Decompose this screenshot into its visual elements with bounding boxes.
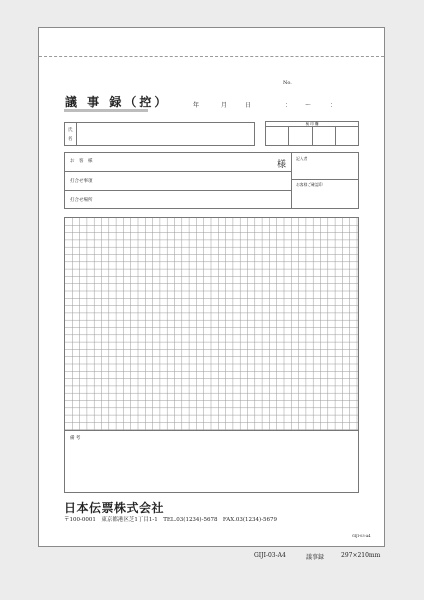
customer-confirm-label: お客様ご確認印 [296,182,323,187]
date-day: 日 [245,102,252,109]
meeting-place-label: 打合せ場所 [70,198,93,203]
date-year: 年 [193,102,200,109]
form-code-small: GIJI-03-A4 [352,534,371,538]
footer-size: 297×210mm [341,552,381,559]
memo-box[interactable] [65,430,358,492]
stamp-cell[interactable] [289,127,312,145]
time-tilde: ～ [305,102,312,109]
recorder-label: 記入者 [296,156,308,161]
customer-label: お 客 様 [70,159,93,164]
stamp-cell[interactable] [313,127,336,145]
company-address: 〒100-0001 東京都港区芝1丁目1-1 TEL.03(1234)-5678 FAX.03(1234)-5679 [64,517,278,523]
name-label-char-2: 名 [68,137,73,142]
stamp-cell[interactable] [336,127,358,145]
name-label-column [65,123,77,145]
stamp-cell[interactable] [266,127,289,145]
meeting-items-label: 打合せ事項 [70,179,93,184]
name-label-char-1: 氏 [68,128,73,133]
title-underline [64,109,148,112]
meeting-info-left [65,153,292,208]
writing-area[interactable] [64,217,359,493]
graph-grid [65,218,358,430]
time-colon-start: ： [285,102,292,109]
honorific-sama: 様 [276,160,286,170]
meeting-info-box [64,152,359,209]
footer-name: 議事録 [306,554,325,561]
company-name: 日本伝票株式会社 [64,501,165,515]
date-month: 月 [221,102,228,109]
number-label: No. [283,80,292,86]
row-divider [292,179,359,180]
perforation-line [39,56,384,57]
row-divider [65,171,291,172]
name-field[interactable] [64,122,255,146]
memo-label: 備 考 [70,436,81,441]
time-colon-end: ： [330,102,337,109]
footer-code: GIJI-03-A4 [254,552,286,559]
form-title: 議 事 録（控） [65,95,170,109]
stamp-column-label: 検 印 欄 [265,121,359,127]
stamp-boxes [265,127,359,146]
form-sheet [38,27,385,547]
row-divider [65,190,291,191]
